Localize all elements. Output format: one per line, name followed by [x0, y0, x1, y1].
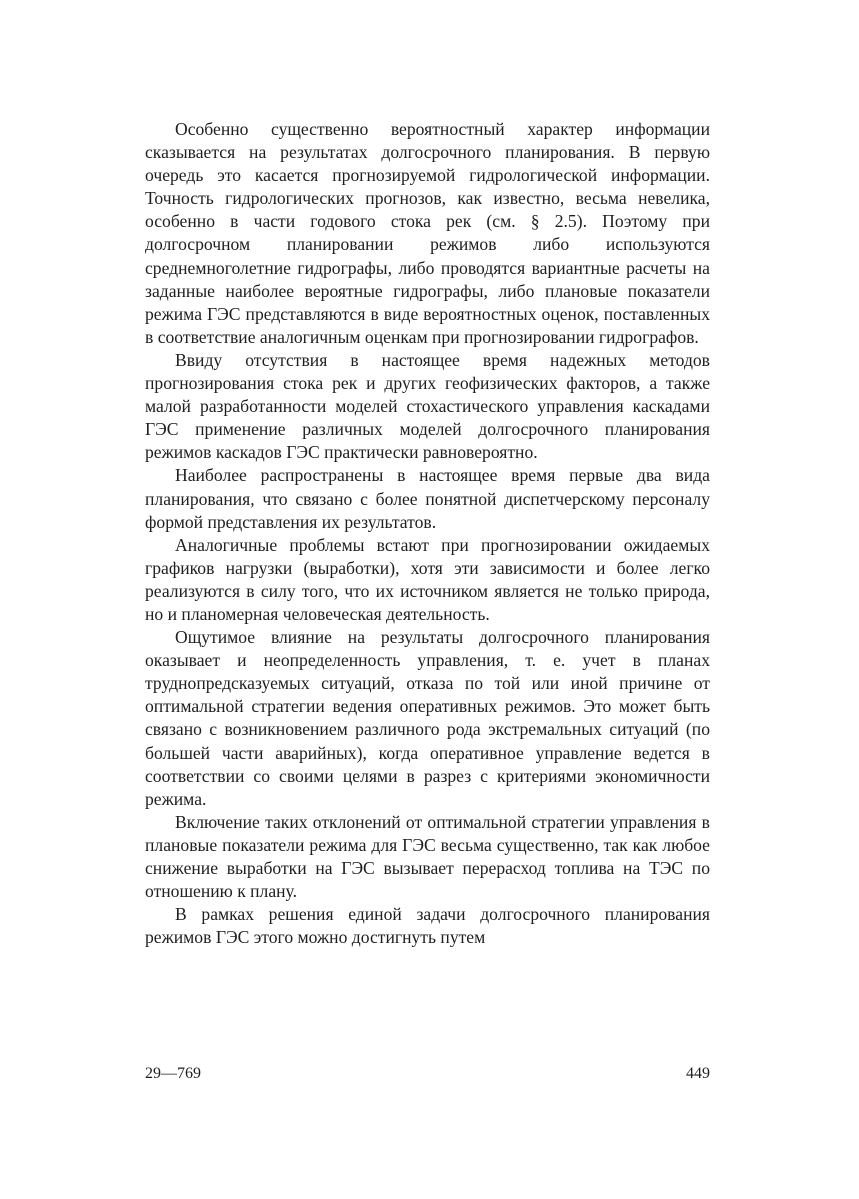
body-text: [145, 118, 710, 949]
paragraph-7: В рамках решения единой задачи долгосрочного планирования режимов ГЭС этого можно достигнуть путем: [145, 904, 710, 948]
printer-signature: 29—769: [145, 1065, 201, 1082]
paragraph-5: Ощутимое влияние на результаты долгосрочного планирования оказывает и неопределенность управления, т. е. учет в планах труднопредсказуемых ситуаций, отказа по той или иной причине от оптимальной стратегии ведения оперативных режимов. Это может быть связано с возникновением различного рода экстремальных ситуаций (по большей части аварийных), когда оперативное управление ведется в соответствии со своими целями в разрез с критериями экономичности режима.: [145, 627, 710, 809]
paragraph-2: Ввиду отсутствия в настоящее время надежных методов прогнозирования стока рек и других геофизических факторов, а также малой разработанности моделей стохастического управления каскадами ГЭС применение различных моделей долгосрочного планирования режимов каскадов ГЭС практически равновероятно.: [145, 349, 710, 463]
paragraph-1: Особенно существенно вероятностный характер информации сказывается на результатах долгосрочного планирования. В первую очередь это касается прогнозируемой гидрологической информации. Точность гидрологических прогнозов, как известно, весьма невелика, особенно в части годового стока рек (см. § 2.5). Поэтому при долгосрочном планировании режимов либо используются среднемноголетние гидрографы, либо проводятся вариантные расчеты на заданные наиболее вероятные гидрографы, либо плановые показатели режима ГЭС представляются в виде вероятностных оценок, поставленных в соответствие аналогичным оценкам при прогнозировании гидрографов.: [145, 119, 710, 347]
page-number: 449: [686, 1065, 710, 1082]
paragraph-3: Наиболее распространены в настоящее время первые два вида планирования, что связано с более понятной диспетчерскому персоналу формой представления их результатов.: [145, 465, 710, 532]
paragraph-4: Аналогичные проблемы встают при прогнозировании ожидаемых графиков нагрузки (выработки), хотя эти зависимости и более легко реализуются в силу того, что их источником является не только природа, но и планомерная человеческая деятельность.: [145, 534, 710, 624]
paragraph-6: Включение таких отклонений от оптимальной стратегии управления в плановые показатели режима для ГЭС весьма существенно, так как любое снижение выработки на ГЭС вызывает перерасход топлива на ТЭС по отношению к плану.: [145, 811, 710, 902]
